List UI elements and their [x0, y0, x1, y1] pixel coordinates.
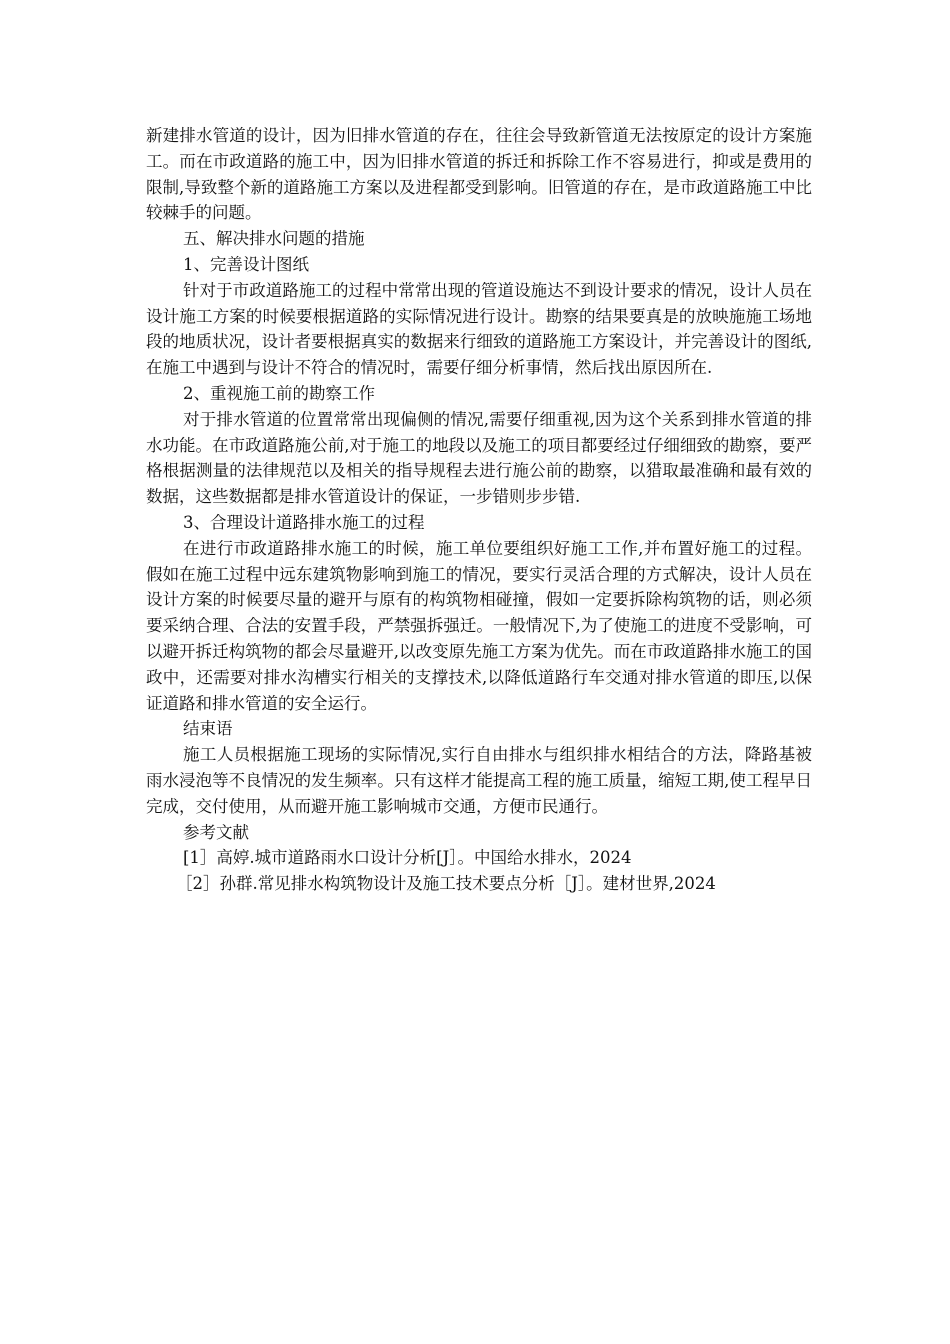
- subheading-construction-process: 3、合理设计道路排水施工的过程: [183, 512, 425, 532]
- paragraph-old-pipes: 新建排水管道的设计，因为旧排水管道的存在，往往会导致新管道无法按原定的设计方案施工。而在市政道路的施工中，因为旧排水管道的拆迁和拆除工作不容易进行，抑或是费用的限制,导致整个新的道路施工方案以及进程都受到影响。旧管道的存在，是市政道路施工中比较棘手的问题。: [146, 126, 812, 223]
- subheading-design-drawings: 1、完善设计图纸: [183, 254, 309, 274]
- document-body: [146, 123, 812, 897]
- paragraph-construction-process: 在进行市政道路排水施工的时候，施工单位要组织好施工工作,并布置好施工的过程。假如在施工过程中远东建筑物影响到施工的情况，要实行灵活合理的方式解决，设计人员在设计方案的时候要尽量的避开与原有的构筑物相碰撞，假如一定要拆除构筑物的话，则必须要采纳合理、合法的安置手段，严禁强拆强迁。一般情况下,为了使施工的进度不受影响，可以避开拆迁构筑物的都会尽量避开,以改变原先施工方案为优先。而在市政道路排水施工的国政中，还需要对排水沟槽实行相关的支撑技术,以降低道路行车交通对排水管道的即压,以保证道路和排水管道的安全运行。: [146, 538, 812, 713]
- heading-conclusion: 结束语: [183, 719, 233, 739]
- section-heading-drainage-measures: 五、解决排水问题的措施: [183, 229, 365, 249]
- heading-references: 参考文献: [183, 822, 249, 842]
- subheading-survey-work: 2、重视施工前的勘察工作: [183, 383, 375, 403]
- reference-item-1: [1］高婷.城市道路雨水口设计分析[J］。中国给水排水，2024: [183, 848, 632, 868]
- paragraph-survey-work: 对于排水管道的位置常常出现偏侧的情况,需要仔细重视,因为这个关系到排水管道的排水功能。在市政道路施公前,对于施工的地段以及施工的项目都要经过仔细细致的勘察，要严格根据测量的法律规范以及相关的指导规程去进行施公前的勘察，以猎取最准确和最有效的数据，这些数据都是排水管道设计的保证，一步错则步步错.: [146, 409, 812, 507]
- paragraph-conclusion: 施工人员根据施工现场的实际情况,实行自由排水与组织排水相结合的方法，降路基被雨水浸泡等不良情况的发生频率。只有这样才能提高工程的施工质量，缩短工期,使工程早日完成，交付使用，从而避开施工影响城市交通，方便市民通行。: [146, 745, 812, 816]
- paragraph-design-drawings: 针对于市政道路施工的过程中常常出现的管道设施达不到设计要求的情况，设计人员在设计施工方案的时候要根据道路的实际情况进行设计。勘察的结果要真是的放映施施工场地段的地质状况，设计者要根据真实的数据来行细致的道路施工方案设计，并完善设计的图纸,在施工中遇到与设计不符合的情况时，需要仔细分析事情，然后找出原因所在.: [146, 280, 812, 378]
- reference-item-2: ［2］孙群.常见排水构筑物设计及施工技术要点分析［J］。建材世界,2024: [176, 874, 716, 894]
